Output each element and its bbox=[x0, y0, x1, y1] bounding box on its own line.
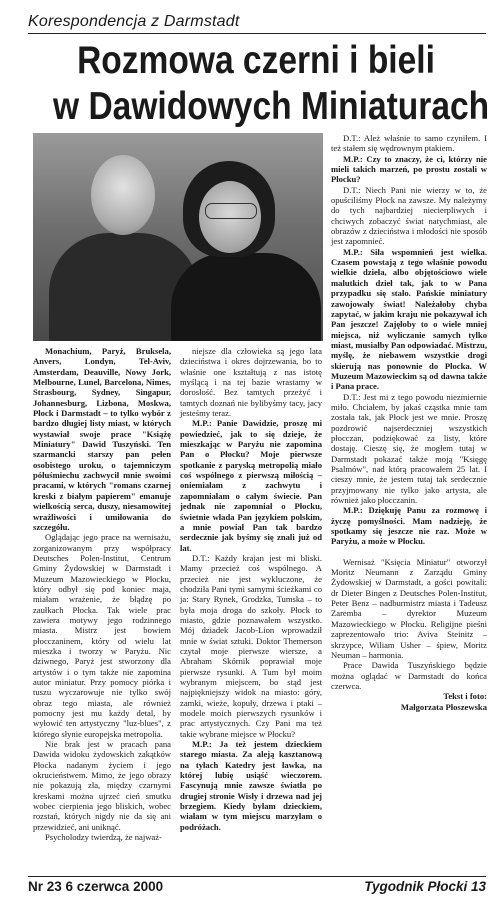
question-paragraph: M.P.: Siła wspomnień jest wielka. Czasem powstają z tego właśnie powodu wielkie dzieła, albo objętościowo wiele malutkich dzieł tak, jak to w Pana przypadku się stało. Pańskie miniatury zawojowały świat! Należałoby chyba zapytać, w jakim kraju nie pokazywał ich Pan jeszcze! Zajęłoby to o wiele mniej miejsca, niż wyliczanie samych tylko miast, musiałby Pan odpowiadać. Mistrzu, myślę, że niebawem wszystkie drogi skierują nas ponownie do Płocka. W Muzeum Mazowieckim są od dawna także i Pana prace. bbox=[331, 246, 487, 392]
question-paragraph: M.P.: Dziękuję Panu za rozmowę i życzę pomyślności. Mam nadzieję, że spotkamy się jeszcze nie raz. Może w Paryżu, a może w Płocku. bbox=[331, 505, 487, 547]
photo-man-head bbox=[91, 155, 155, 235]
section-kicker: Korespondencja z Darmstadt bbox=[28, 13, 240, 30]
column-2 bbox=[180, 346, 322, 832]
publication-page: Tygodnik Płocki 13 bbox=[364, 879, 486, 894]
question-paragraph: M.P.: Ja też jestem dzieckiem starego miasta. Za aleją kasztanową na tyłach Katedry jest ławka, na której lubię usiąść wieczorem. Fascynują mnie zawsze światła po drugiej stronie Wisły i drzewa nad jej brzegiem. Kiedy byłam dzieckiem, wiałam w tym miejscu marzyłam o podróżach. bbox=[180, 739, 322, 832]
headline-line-1: Rozmowa czerni i bieli bbox=[77, 39, 435, 82]
column-3 bbox=[331, 133, 487, 712]
body-paragraph: Nie brak jest w pracach pana Dawida widoku żydowskich zakątków Płocka nadanym życiem i jego okrucieństwem. Mimo, że jego obrazy nie pokazują zła, między czarnymi kreskami można ujrzeć cień smutku wobec cierpienia jego bliskich, wobec rozstań, których nigdy nie da się ani przewidzieć, ani uniknąć. bbox=[33, 739, 171, 832]
column-1 bbox=[33, 346, 171, 843]
answer-paragraph: D.T.: Jest mi z tego powodu niezmiernie miło. Chciałem, by jakaś cząstka mnie tam została tak, jak Płock jest we mnie. Proszę pozdrowić najserdeczniej wszystkich płocczan, podziękować za listy, które dostaję. Cieszę się, że mogłem tutaj w Darmstadt pokazać także moją "Księgę Psalmów", nad którą pracowałem 25 lat. I cieszy mnie, że jestem tutaj tak serdecznie przyjmowany nie tylko jako artysta, ale również jako płocczanin. bbox=[331, 391, 487, 506]
headline-line-2: w Dawidowych Miniaturach bbox=[53, 85, 490, 128]
answer-paragraph: D.T.: Każdy krajan jest mi bliski. Mamy przecież coś wspólnego. A przecież nie jest wykluczone, że chodziła Pani tymi samymi ścieżkami co ja: Stary Rynek, Grodzka, Tumska – to była moja droga do szkoły. Płock to miasto, gdzie poznawałem wszystko. Mój dziadek Jacob-Lion wprowadził mnie w świat sztuki. Doktor Themerson czytał moje pierwsze wiersze, a Abraham Skórnik poprawiał moje pierwsze rysunki. A Tum był moim wybranym miejscem, bo stąd jest najpiękniejszy widok na miasto: góry, zamki, wieże, kopuły, drzewa i ptaki – modele moich pierwszych rysunków i prac artystycznych. Czy Pani ma też takie wybrane miejsce w Płocku? bbox=[180, 552, 322, 739]
closing-paragraph: Wernisaż "Księcia Miniatur" otworzył Moritz Neumann z Zarządu Gminy Żydowskiej w Darmstadt, a gości powitali: dr Dieter Bingen z Deutsches Polen-Institut, Peter Benz – nadburmistrz miasta i Tadeusz Zaremba – dyrektor Muzeum Mazowieckiego w Płocku. Religijne pieśni zaprezentowało trio: Aviva Steinitz – skrzypce, Wiliam Usher – śpiew, Moritz Neuman – harmonia. bbox=[331, 556, 487, 660]
answer-paragraph: D.T.: Niech Pani nie wierzy w to, że opuściliśmy Płock na zawsze. My należymy do tych najbardziej niecierpliwych i chciwych zobaczyć świat natychmiast, ale obrazów z dzieciństwa i młodości nie sposób jest zapomnieć. bbox=[331, 184, 487, 247]
bottom-rule bbox=[28, 876, 486, 877]
intro-paragraph: Monachium, Paryż, Bruksela, Anvers, Londyn, Tel-Aviv, Amsterdam, Deauville, Nowy Jork, Melbourne, Lunel, Barcelona, Nimes, Strasbourg, Sydney, Singapur, Johannesburg, Lizbona, Moskwa, Płock i Darmstadt – to tylko wybór z bardzo długiej listy miast, w których wystawiał swoje prace "Książę Miniatury" Dawid Tuszyński. Ten szarmancki starszy pan pełen osobistego uroku, o tajemniczym półuśmiechu zachwycił mnie swoimi pracami, w których "romans czarnej kreski z białym papierem" emanuje wielkością serca, duszy, niesamowitej wrażliwości i umiłowania do szczegółu. bbox=[33, 346, 171, 532]
body-paragraph: Psycholodzy twierdzą, że najważ- bbox=[45, 832, 162, 843]
author-name: Małgorzata Płoszewska bbox=[400, 701, 487, 712]
photo-woman-figure bbox=[171, 253, 321, 341]
photo-glasses bbox=[205, 203, 257, 219]
answer-paragraph: D.T.: Ależ właśnie to samo czyniłem. I też stałem się wędrownym ptakiem. bbox=[331, 133, 487, 154]
photo-credit-label: Tekst i foto: bbox=[443, 691, 487, 702]
question-paragraph: M.P.: Panie Dawidzie, proszę mi powiedzieć, jak to się dzieje, że mieszkając w Paryżu nie zapomina Pan o Płocku? Moje pierwsze spotkanie z paryską metropolią miało coś wspólnego z pierwszą miłością – oniemiałam z zachwytu i zapomniałam o całym świecie. Pan jednak nie zapomniał o Płocku, świetnie włada Pan językiem polskim, a mnie powiał Pan tak bardzo serdecznie jak byśmy się znali już od lat. bbox=[180, 418, 322, 553]
issue-date: Nr 23 6 czerwca 2000 bbox=[28, 879, 164, 894]
body-paragraph: Oglądając jego prace na wernisażu, zorganizowanym przy współpracy Deutsches Polen-Institut, Centrum Gminy Żydowskiej w Darmstadt i Muzeum Mazowieckiego w Płocku, który odbył się pod koniec maja, miałam wrażenie, że błądzę po zaułkach Płocka. Tak wiele prac zawiera motywy jego rodzinnego miasta. Mistrz jest bowiem płocczaninem, który od wielu lat mieszka i tworzy w Paryżu. Nic dziwnego, Paryż jest stworzony dla artystów i o tym także nie zapomina autor miniatur. Przy pomocy piórka i tuszu wyczarowuje nie tylko swój obraz tego miasta, ale również pomocny jest mu każdy detal, by wyłowić ten artystyczny "luz-blues", z którego słynie europejska metropolia. bbox=[33, 532, 171, 739]
top-rule bbox=[28, 33, 486, 34]
closing-paragraph: Prace Dawida Tuszyńskiego będzie można oglądać w Darmstadt do końca czerwca. bbox=[331, 660, 487, 691]
article-photo bbox=[33, 133, 323, 341]
body-paragraph: niejsze dla człowieka są jego lata dzieciństwa i okres dojrzewania, bo to właśnie one kształtują z nas istotę myślącą i na tej bazie wrastamy w dorosłość. Bez tamtych przeżyć i tamtych doznań nie bylibyśmy tacy, jacy jesteśmy teraz. bbox=[180, 346, 322, 419]
question-paragraph: M.P.: Czy to znaczy, że ci, którzy nie mieli takich marzeń, po prostu zostali w Płocku? bbox=[331, 153, 487, 185]
